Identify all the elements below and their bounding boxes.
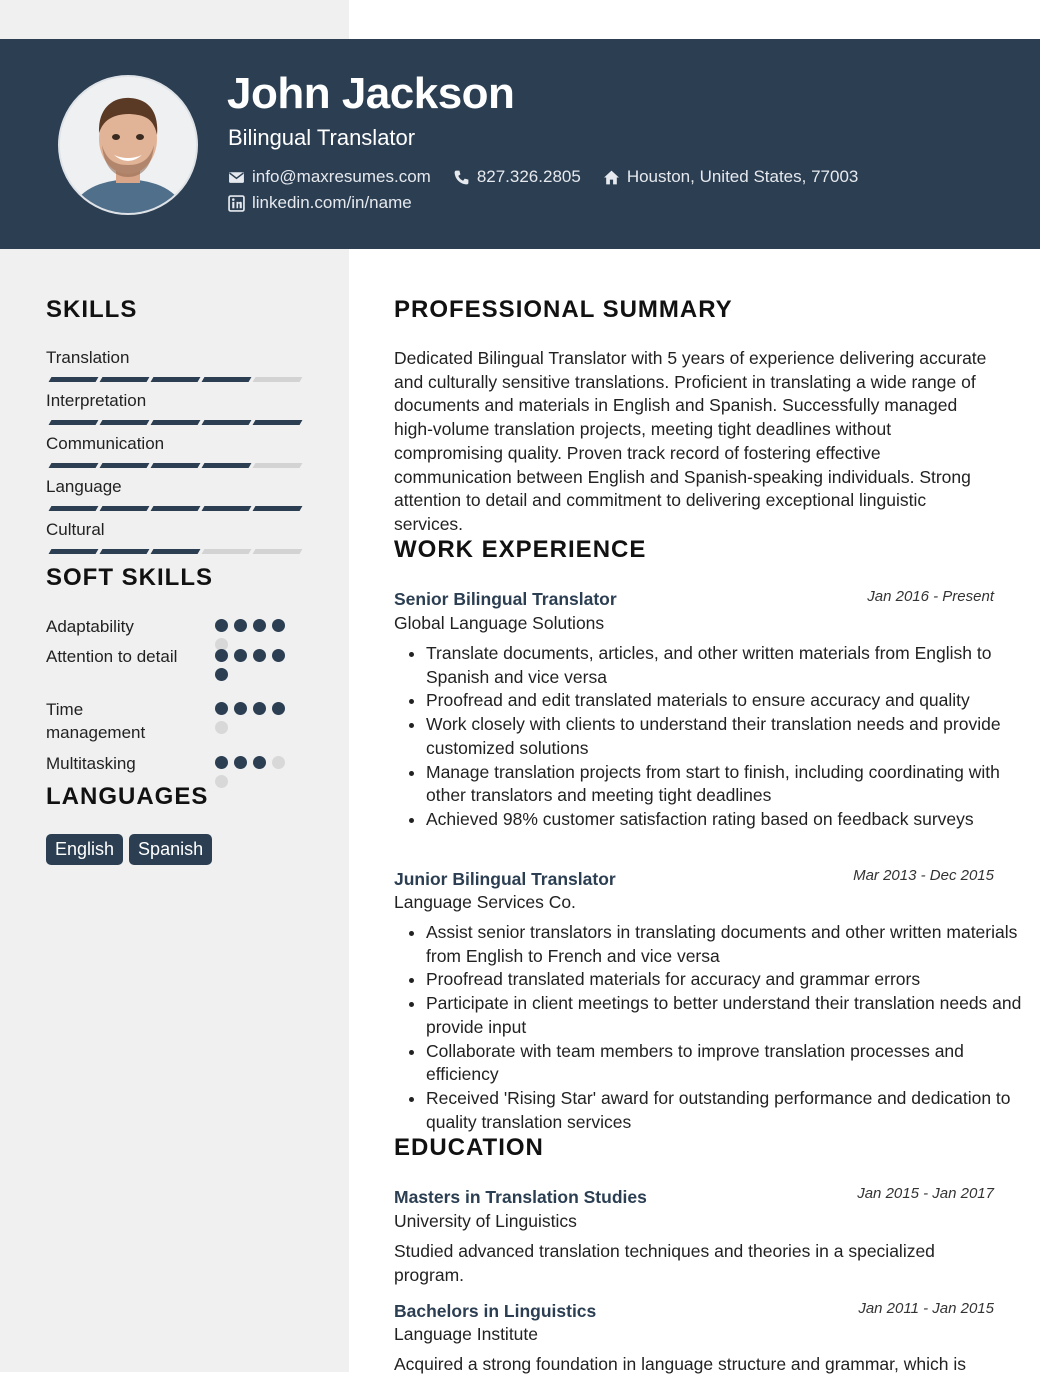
- soft-skill-dot: [215, 619, 228, 632]
- soft-skill-dot: [272, 619, 285, 632]
- skill-level-segment: [49, 506, 99, 511]
- skill-bar: [50, 377, 301, 382]
- skill-level-segment: [151, 420, 201, 425]
- degree-title: Masters in Translation Studies: [394, 1187, 647, 1207]
- degree-description: Studied advanced translation techniques and theories in a specialized program.: [394, 1241, 935, 1285]
- skill-bar: [50, 506, 301, 511]
- job-title-entry: Junior Bilingual Translator: [394, 869, 616, 889]
- soft-skill-dot: [272, 649, 285, 662]
- skill-level-segment: [49, 463, 99, 468]
- skill-level-segment: [202, 549, 252, 554]
- list-item: • Participate in client meetings to better understand their translation needs and provide input: [426, 992, 1030, 1039]
- skill-label: Language: [46, 477, 122, 496]
- soft-skill-dots: [215, 649, 295, 681]
- avatar: [58, 75, 198, 215]
- phone-icon: [453, 169, 470, 186]
- skill-level-segment: [202, 377, 252, 382]
- degree-title: Bachelors in Linguistics: [394, 1301, 597, 1321]
- soft-skill-dot: [272, 702, 285, 715]
- languages-heading: LANGUAGES: [46, 783, 209, 810]
- contact-phone[interactable]: [453, 167, 581, 187]
- linkedin-text: linkedin.com/in/name: [252, 193, 412, 212]
- job-title-entry: Senior Bilingual Translator: [394, 589, 617, 609]
- job-bullets: [394, 642, 1030, 832]
- soft-skill-label: Time management: [46, 700, 146, 742]
- avatar-portrait: [60, 77, 196, 213]
- skill-level-segment: [100, 377, 150, 382]
- degree-dates: Jan 2015 - Jan 2017: [857, 1185, 994, 1202]
- list-item: • Collaborate with team members to improve translation processes and efficiency: [426, 1040, 1030, 1087]
- phone-text: 827.326.2805: [476, 167, 581, 186]
- soft-skill-label: Attention to detail: [46, 647, 178, 666]
- skill-bar: [50, 463, 301, 468]
- soft-skill-dot: [234, 702, 247, 715]
- skill-label: Interpretation: [46, 391, 147, 410]
- skill-level-segment: [202, 420, 252, 425]
- location-text: Houston, United States, 77003: [626, 167, 859, 186]
- soft-skill-dot: [253, 619, 266, 632]
- list-item: • Manage translation projects from start to finish, including coordinating with other translators and meeting tight deadlines: [426, 761, 1030, 808]
- contact-location: [603, 167, 859, 187]
- contact-row-primary: [228, 167, 880, 187]
- job-company: Language Services Co.: [394, 892, 576, 912]
- summary-text: Dedicated Bilingual Translator with 5 years of experience delivering accurate and culturally sensitive translations. Proficient in translating a wide range of documents and materials in English and Spanish. Successfully managed high-volume translation projects, meeting tight deadlines without compromising quality. Proven track record of fostering effective communication between English and Spanish-speaking individuals. Strong attention to detail and commitment to delivering exceptional linguistic services.: [394, 348, 987, 534]
- soft-skill-dot: [234, 619, 247, 632]
- language-badge: Spanish: [129, 834, 212, 865]
- soft-skill-label: Multitasking: [46, 754, 136, 773]
- soft-skill-dot: [215, 668, 228, 681]
- job-dates: Jan 2016 - Present: [867, 588, 994, 605]
- skill-bar: [50, 420, 301, 425]
- skill-level-segment: [100, 549, 150, 554]
- skill-level-segment: [49, 420, 99, 425]
- list-item: • Proofread translated materials for accuracy and grammar errors: [426, 968, 1030, 992]
- soft-skills-heading: SOFT SKILLS: [46, 564, 213, 591]
- degree-dates: Jan 2011 - Jan 2015: [858, 1300, 994, 1317]
- soft-skill-dots: [215, 702, 295, 734]
- experience-heading: WORK EXPERIENCE: [394, 536, 647, 563]
- soft-skill-dot: [234, 756, 247, 769]
- job-dates: Mar 2013 - Dec 2015: [853, 867, 994, 884]
- email-text: info@maxresumes.com: [252, 167, 431, 186]
- soft-skill-dot: [215, 721, 228, 734]
- skill-level-segment: [253, 549, 303, 554]
- contact-email[interactable]: [228, 167, 431, 187]
- list-item: • Proofread and edit translated materials to ensure accuracy and quality: [426, 689, 1030, 713]
- job-bullets: [394, 921, 1030, 1134]
- soft-skill-dots: [215, 756, 295, 788]
- skill-level-segment: [253, 377, 303, 382]
- soft-skill-label: Adaptability: [46, 617, 134, 636]
- skill-level-segment: [49, 549, 99, 554]
- soft-skill-dot: [215, 756, 228, 769]
- linkedin-icon: [228, 195, 245, 212]
- skill-level-segment: [49, 377, 99, 382]
- education-heading: EDUCATION: [394, 1134, 544, 1161]
- soft-skill-dot: [253, 702, 266, 715]
- list-item: • Received 'Rising Star' award for outstanding performance and dedication to quality translation services: [426, 1087, 1030, 1134]
- skill-level-segment: [100, 506, 150, 511]
- resume-header: [0, 39, 1040, 249]
- contact-row-secondary: [228, 193, 434, 213]
- skill-level-segment: [253, 463, 303, 468]
- skill-label: Communication: [46, 434, 165, 453]
- school-name: Language Institute: [394, 1324, 539, 1344]
- summary-heading: PROFESSIONAL SUMMARY: [394, 296, 733, 323]
- skill-level-segment: [202, 506, 252, 511]
- school-name: University of Linguistics: [394, 1211, 577, 1231]
- skill-level-segment: [151, 377, 201, 382]
- skill-level-segment: [151, 463, 201, 468]
- candidate-name: John Jackson: [227, 69, 515, 118]
- skill-level-segment: [202, 463, 252, 468]
- soft-skill-dot: [215, 702, 228, 715]
- skill-level-segment: [151, 506, 201, 511]
- soft-skill-dot: [215, 775, 228, 788]
- home-icon: [603, 169, 620, 186]
- list-item: • Work closely with clients to understand their translation needs and provide customized solutions: [426, 713, 1030, 760]
- skill-level-segment: [253, 420, 303, 425]
- skill-level-segment: [151, 549, 201, 554]
- job-company: Global Language Solutions: [394, 613, 605, 633]
- list-item: • Achieved 98% customer satisfaction rating based on feedback surveys: [426, 808, 1030, 832]
- degree-description: Acquired a strong foundation in language structure and grammar, which is: [394, 1354, 966, 1374]
- soft-skill-dots: [215, 619, 295, 651]
- skill-level-segment: [100, 463, 150, 468]
- soft-skill-dot: [253, 649, 266, 662]
- languages-list: [46, 834, 212, 865]
- soft-skill-dot: [272, 756, 285, 769]
- skill-level-segment: [100, 420, 150, 425]
- soft-skill-dot: [234, 649, 247, 662]
- job-title: Bilingual Translator: [228, 125, 416, 150]
- skill-label: Translation: [46, 348, 130, 367]
- soft-skill-dot: [253, 756, 266, 769]
- skill-level-segment: [253, 506, 303, 511]
- envelope-icon: [228, 169, 245, 186]
- list-item: • Translate documents, articles, and other written materials from English to Spanish and vice versa: [426, 642, 1030, 689]
- skill-bar: [50, 549, 301, 554]
- skills-heading: SKILLS: [46, 296, 138, 323]
- language-badge: English: [46, 834, 123, 865]
- skill-label: Cultural: [46, 520, 105, 539]
- soft-skill-dot: [215, 649, 228, 662]
- contact-linkedin[interactable]: [228, 193, 412, 213]
- list-item: • Assist senior translators in translating documents and other written materials from English to French and vice versa: [426, 921, 1030, 968]
